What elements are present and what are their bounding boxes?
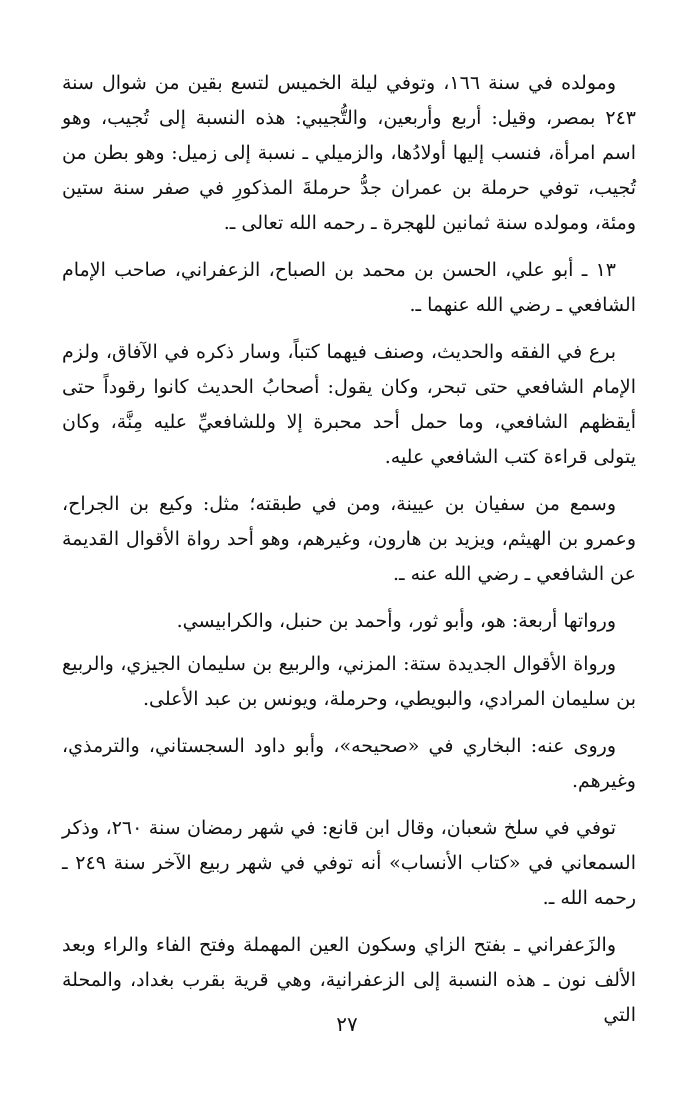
paragraph-scholarship: برع في الفقه والحديث، وصنف فيهما كتباً، وسار ذكره في الآفاق، ولزم الإمام الشافعي حتى تبحر، وكان يقول: أصحابُ الحديث كانوا رقوداً حتى أيقظهم الشافعي، وما حمل أحد محبرة إلا وللشافعيِّ عليه مِنَّة، وكان يتولى قراءة كتب الشافعي عليه. bbox=[62, 341, 636, 468]
paragraph-entry-heading: ١٣ ـ أبو علي، الحسن بن محمد بن الصباح، الزعفراني، صاحب الإمام الشافعي ـ رضي الله عنهما ـ. bbox=[62, 259, 636, 316]
page-number: ٢٧ bbox=[336, 1012, 358, 1036]
paragraph-old-narrators: ورواتها أربعة: هو، وأبو ثور، وأحمد بن حنبل، والكرابيسي. bbox=[176, 610, 616, 632]
paragraph-nisba: والزَعفراني ـ بفتح الزاي وسكون العين المهملة وفتح الفاء والراء وبعد الألف نون ـ هذه النسبة إلى الزعفرانية، وهي قرية بقرب بغداد، والمحلة التي bbox=[62, 934, 636, 1026]
paragraph-birth-death: ومولده في سنة ١٦٦، وتوفي ليلة الخميس لتسع بقين من شوال سنة ٢٤٣ بمصر، وقيل: أربع وأربعين، والتُّجيبي: هذه النسبة إلى تُجيب، وهو اسم امرأة، فنسب إليها أولادُها، والزميلي ـ نسبة إلى زميل: وهو بطن من تُجيب، توفي حرملة بن عمران جدُّ حرملةَ المذكورِ في صفر سنة ستين ومئة، ومولده سنة ثمانين للهجرة ـ رحمه الله تعالى ـ. bbox=[62, 72, 636, 234]
paragraph-death-date: توفي في سلخ شعبان، وقال ابن قانع: في شهر رمضان سنة ٢٦٠، وذكر السمعاني في «كتاب الأنساب» أنه توفي في شهر ربيع الآخر سنة ٢٤٩ ـ رحمه الله ـ. bbox=[62, 817, 636, 909]
body-text bbox=[62, 66, 636, 1033]
paragraph-new-narrators: ورواة الأقوال الجديدة ستة: المزني، والربيع بن سليمان الجيزي، والربيع بن سليمان المرادي، والبويطي، وحرملة، ويونس بن عبد الأعلى. bbox=[62, 653, 636, 710]
paragraph-students: وروى عنه: البخاري في «صحيحه»، وأبو داود السجستاني، والترمذي، وغيرهم. bbox=[62, 735, 636, 792]
paragraph-teachers: وسمع من سفيان بن عيينة، ومن في طبقته؛ مثل: وكيع بن الجراح، وعمرو بن الهيثم، ويزيد بن هارون، وغيرهم، وهو أحد رواة الأقوال القديمة عن الشافعي ـ رضي الله عنه ـ. bbox=[62, 493, 636, 585]
